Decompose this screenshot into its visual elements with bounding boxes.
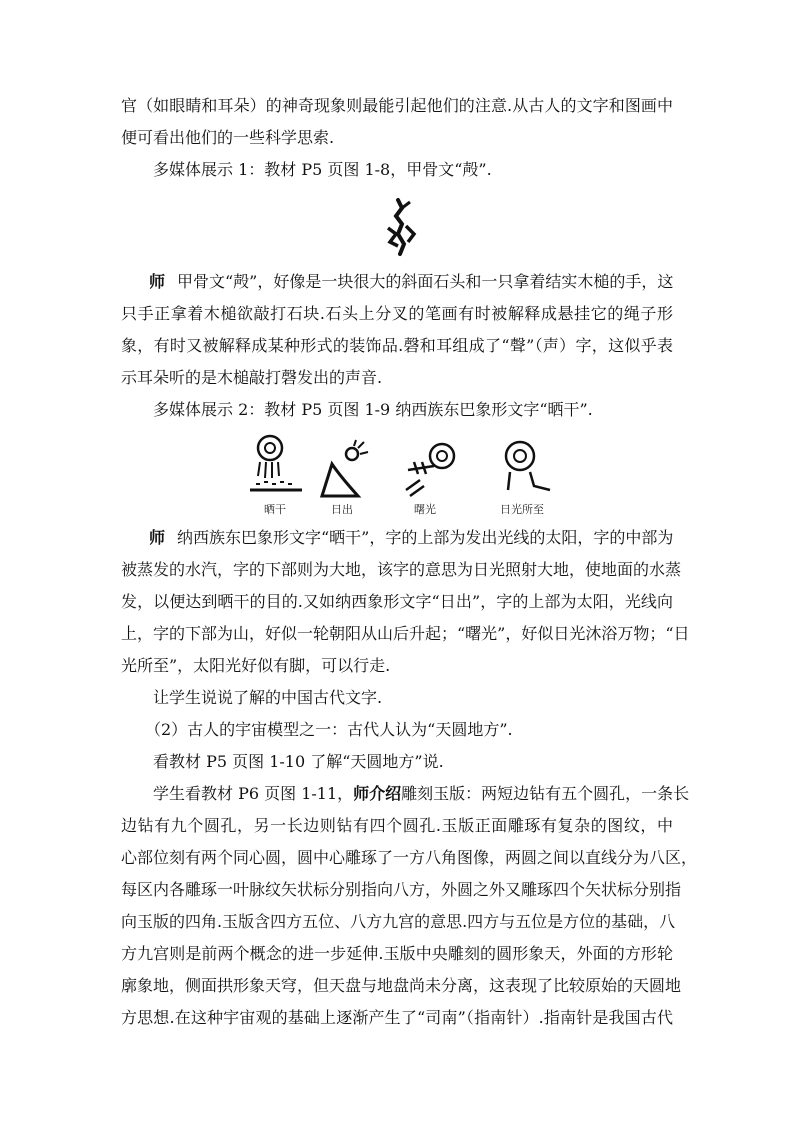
text-line: 示耳朵听的是木槌敲打磬发出的声音. — [121, 368, 383, 387]
dongba-pictograph-sunlight-reach — [490, 440, 560, 500]
teacher-label: 师 — [149, 272, 166, 291]
dongba-pictograph-sunrise — [318, 440, 368, 500]
text-line: 发，以便达到晒干的目的.又如纳西象形文字“日出”，字的上部为太阳，光线向 — [121, 592, 673, 611]
text-line: 官（如眼睛和耳朵）的神奇现象则最能引起他们的注意.从古人的文字和图画中 — [121, 96, 673, 115]
text-line: 甲骨文“殸”，好像是一块很大的斜面石头和一只拿着结实木槌的手，这 — [177, 272, 674, 291]
text-line: 纳西族东巴象形文字“晒干”，字的上部为发出光线的太阳，字的中部为 — [177, 528, 674, 547]
text-line: 被蒸发的水汽，字的下部则为大地，该字的意思为日光照射大地，使地面的水蒸 — [121, 560, 682, 579]
text-line: 向玉版的四角.玉版含四方五位、八方九宫的意思.四方与五位是方位的基础，八 — [121, 912, 676, 931]
figure-caption: 日光所至 — [500, 503, 544, 516]
text-line: 学生看教材 P6 页图 1-11，师介绍雕刻玉版：两短边钻有五个圆孔，一条长 — [153, 784, 690, 803]
text-line: 光所至”，太阳光好似有脚，可以行走. — [121, 656, 391, 675]
text-line: 方思想.在这种宇宙观的基础上逐渐产生了“司南”（指南针）.指南针是我国古代 — [121, 1008, 673, 1027]
oracle-bone-glyph-figure — [380, 198, 420, 258]
dongba-pictograph-sun-dry — [246, 432, 306, 500]
text-line: 便可看出他们的一些科学思索. — [121, 128, 335, 147]
figure-caption: 日出 — [331, 503, 353, 516]
figure-caption: 晒干 — [264, 503, 286, 516]
text-line: 每区内各雕琢一叶脉纹矢状标分别指向八方，外圆之外又雕琢四个矢状标分别指 — [121, 880, 682, 899]
text-line: 心部位刻有两个同心圆，圆中心雕琢了一方八角图像，两圆之间以直线分为八区， — [121, 848, 698, 867]
text-line: 象，有时又被解释成某种形式的装饰品.磬和耳组成了“聲”（声）字，这似乎表 — [121, 336, 673, 355]
text-line: 多媒体展示 1：教材 P5 页图 1-8，甲骨文“殸”. — [153, 160, 492, 179]
text-line: （2）古人的宇宙模型之一：古代人认为“天圆地方”. — [145, 720, 513, 739]
text-line: 只手正拿着木槌欲敲打石块.石头上分叉的笔画有时被解释成悬挂它的绳子形 — [121, 304, 673, 323]
text-line: 方九宫则是前两个概念的进一步延伸.玉版中央雕刻的圆形象天，外面的方形轮 — [121, 944, 673, 963]
teacher-label: 师 — [149, 528, 166, 547]
text-line: 多媒体展示 2：教材 P5 页图 1-9 纳西族东巴象形文字“晒干”. — [153, 400, 593, 419]
text-line: 上，字的下部为山，好似一轮朝阳从山后升起；“曙光”，好似日光沐浴万物；“日 — [121, 624, 690, 643]
text-line: 边钻有九个圆孔，另一长边则钻有四个圆孔.玉版正面雕琢有复杂的图纹，中 — [121, 816, 673, 835]
text-line: 看教材 P5 页图 1-10 了解“天圆地方”说. — [153, 752, 444, 771]
text-line: 廓象地，侧面拱形象天穹，但天盘与地盘尚未分离，这表现了比较原始的天圆地 — [121, 976, 682, 995]
text-line: 让学生说说了解的中国古代文字. — [153, 688, 383, 707]
dongba-pictograph-dawn-light — [400, 440, 466, 500]
figure-caption: 曙光 — [414, 503, 436, 516]
